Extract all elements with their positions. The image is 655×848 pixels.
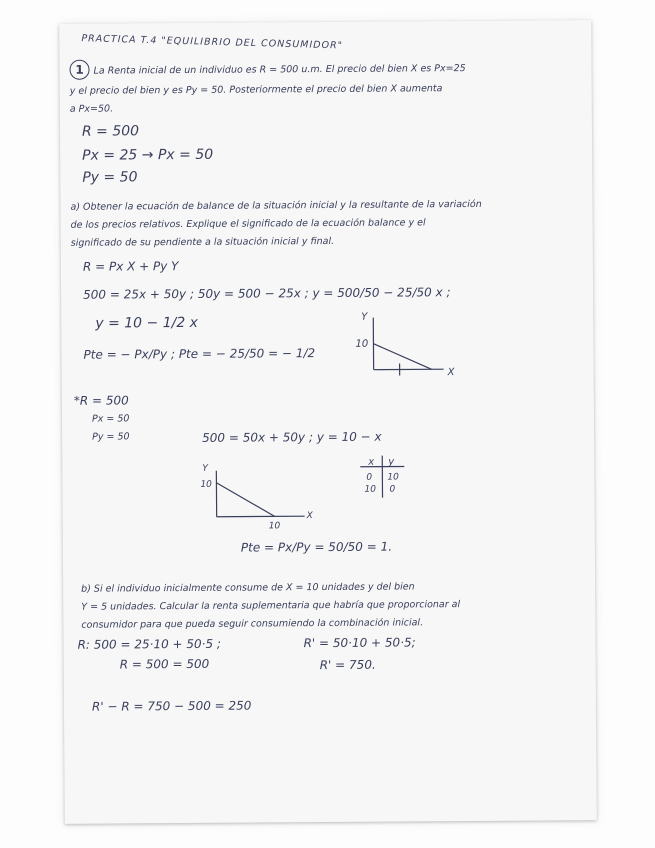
values-table — [358, 453, 408, 499]
intro-line-2: y el precio del bien y es Py = 50. Posteriormente el precio del bien X aumenta — [69, 83, 443, 97]
new-price-x: Px = 50 — [91, 413, 130, 425]
page-title: PRACTICA T.4 "EQUILIBRIO DEL CONSUMIDOR" — [81, 33, 344, 52]
part-a-line-2: de los precios relativos. Explique el significado de la ecuación balance y el — [70, 217, 426, 231]
part-a-line-3: significado de su pendiente a la situación inicial y final. — [70, 235, 335, 249]
table-header-y: y — [388, 456, 395, 468]
eq-budget-final: 500 = 50x + 50y ; y = 10 − x — [202, 429, 382, 445]
graph2-x-tick: 10 — [268, 521, 281, 532]
given-r: R = 500 — [81, 123, 140, 140]
eq-new-income-calc: R' = 50·10 + 50·5; — [303, 635, 416, 651]
eq-new-income-result: R' = 750. — [319, 657, 376, 673]
graph2-x-label: X — [306, 511, 313, 522]
graph2-x-axis — [217, 516, 305, 517]
table-cell: 10 — [364, 484, 376, 495]
eq-income-check: R: 500 = 25·10 + 50·5 ; — [77, 636, 222, 652]
eq-budget-initial: 500 = 25x + 50y ; 50y = 500 − 25x ; y = 500/50 − 25/50 x ; — [83, 285, 451, 302]
notebook-page — [59, 20, 597, 824]
table-cell: 0 — [366, 472, 373, 483]
part-a-line-1: a) Obtener la ecuación de balance de la situación inicial y la resultante de la variación — [70, 198, 482, 213]
budget-line-graph-initial — [343, 311, 453, 382]
graph2-y-tick: 10 — [200, 479, 212, 490]
table-cell: 10 — [387, 472, 399, 483]
part-b-line-2: Y = 5 unidades. Calcular la renta suplementaria que habría que proporcionar al — [81, 599, 461, 613]
graph2-budget-line — [216, 482, 274, 516]
problem-number: 1 — [75, 62, 84, 77]
intro-line-3: a Px=50. — [69, 103, 114, 115]
budget-line-graph-final — [194, 462, 314, 533]
part-b-line-3: consumidor para que pueda seguir consumiendo la combinación inicial. — [81, 617, 424, 631]
eq-income-result: R = 500 = 500 — [119, 656, 210, 672]
graph2-y-label: Y — [202, 463, 208, 474]
given-py: Py = 50 — [82, 169, 138, 186]
eq-y-initial: y = 10 − 1/2 x — [95, 314, 199, 332]
table-cell: 0 — [389, 484, 396, 495]
eq-supplementary-income: R' − R = 750 − 500 = 250 — [91, 698, 252, 714]
graph1-y-tick: 10 — [355, 338, 369, 350]
eq-budget-general: R = Px X + Py Y — [82, 259, 179, 274]
table-header-x: x — [368, 456, 375, 468]
eq-slope-final: Pte = Px/Py = 50/50 = 1. — [240, 539, 393, 555]
eq-slope-initial: Pte = − Px/Py ; Pte = − 25/50 = − 1/2 — [83, 346, 316, 362]
intro-line-1: La Renta inicial de un individuo es R = 500 u.m. El precio del bien X es Px=25 — [93, 63, 466, 77]
graph1-x-label: X — [447, 367, 455, 379]
given-px: Px = 25 → Px = 50 — [82, 146, 214, 164]
part-b-line-1: b) Si el individuo inicialmente consume de X = 10 unidades y del bien — [81, 581, 415, 595]
new-income: *R = 500 — [73, 393, 129, 408]
problem-number-badge — [69, 60, 89, 80]
graph1-y-label: Y — [361, 311, 368, 323]
new-price-y: Py = 50 — [92, 431, 130, 443]
graph1-budget-line — [373, 343, 431, 369]
